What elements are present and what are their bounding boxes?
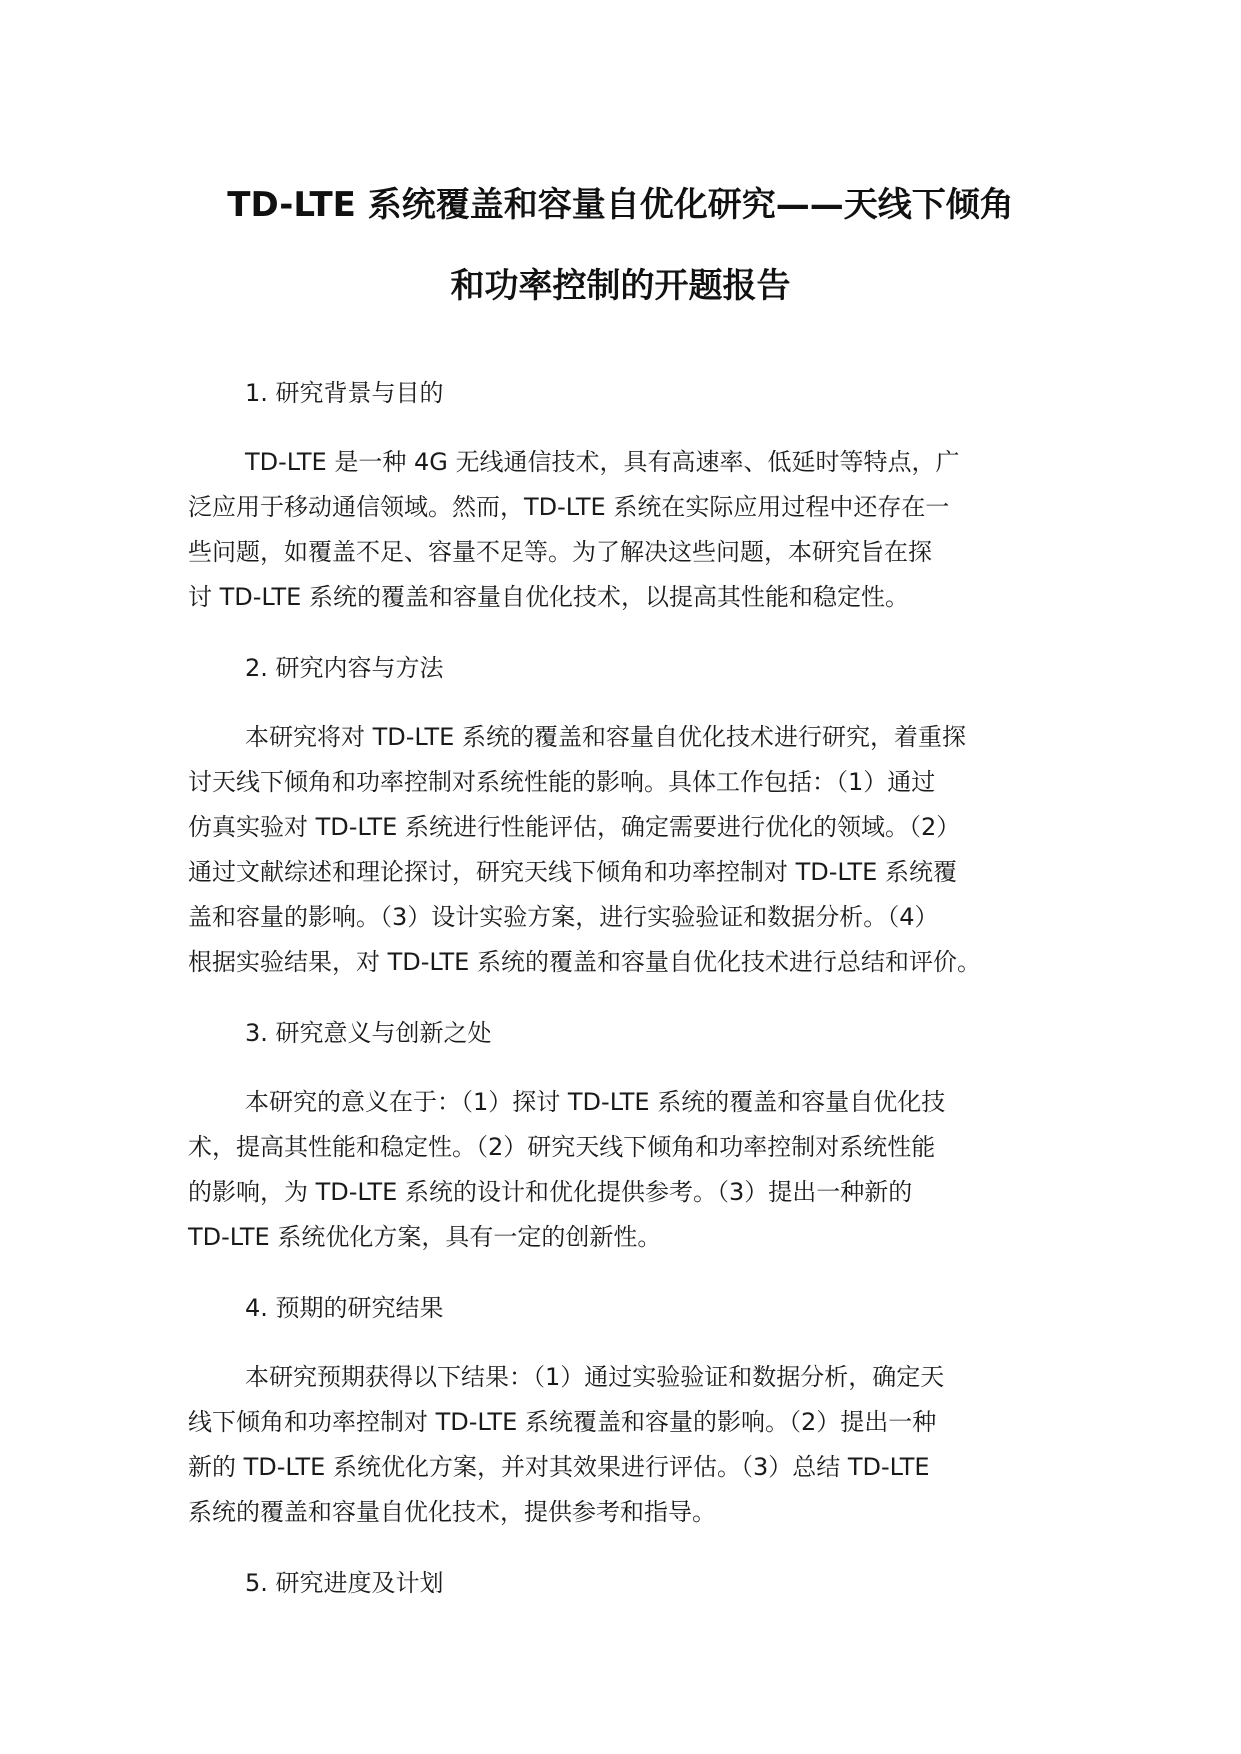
paragraph-line: 盖和容量的影响。（3）设计实验方案，进行实验验证和数据分析。（4） <box>188 903 939 931</box>
section-heading-expected-results: 4. 预期的研究结果 <box>245 1294 444 1322</box>
section-paragraph-background <box>188 440 1054 620</box>
section-heading-background: 1. 研究背景与目的 <box>245 379 444 407</box>
paragraph-line: 仿真实验对 TD-LTE 系统进行性能评估，确定需要进行优化的领域。（2） <box>188 813 961 841</box>
paragraph-line: 系统的覆盖和容量自优化技术，提供参考和指导。 <box>188 1498 716 1526</box>
paragraph-line: 讨天线下倾角和功率控制对系统性能的影响。具体工作包括：（1）通过 <box>188 768 936 796</box>
paragraph-line: 的影响，为 TD-LTE 系统的设计和优化提供参考。（3）提出一种新的 <box>188 1178 913 1206</box>
paragraph-line: 本研究将对 TD-LTE 系统的覆盖和容量自优化技术进行研究，着重探 <box>245 723 966 751</box>
paragraph-line: 通过文献综述和理论探讨，研究天线下倾角和功率控制对 TD-LTE 系统覆 <box>188 858 957 886</box>
paragraph-line: 本研究预期获得以下结果：（1）通过实验验证和数据分析，确定天 <box>245 1363 945 1391</box>
paragraph-line: TD-LTE 是一种 4G 无线通信技术，具有高速率、低延时等特点，广 <box>245 448 960 476</box>
document-title-line-1: TD-LTE 系统覆盖和容量自优化研究——天线下倾角 <box>227 185 1014 225</box>
section-paragraph-expected-results <box>188 1355 1054 1535</box>
paragraph-line: 新的 TD-LTE 系统优化方案，并对其效果进行评估。（3）总结 TD-LTE <box>188 1453 930 1481</box>
paragraph-line: 讨 TD-LTE 系统的覆盖和容量自优化技术，以提高其性能和稳定性。 <box>188 583 909 611</box>
paragraph-line: 术，提高其性能和稳定性。（2）研究天线下倾角和功率控制对系统性能 <box>188 1133 936 1161</box>
paragraph-line: 线下倾角和功率控制对 TD-LTE 系统覆盖和容量的影响。（2）提出一种 <box>188 1408 937 1436</box>
paragraph-line: 些问题，如覆盖不足、容量不足等。为了解决这些问题，本研究旨在探 <box>188 538 932 566</box>
paragraph-line: 泛应用于移动通信领域。然而，TD-LTE 系统在实际应用过程中还存在一 <box>188 493 950 521</box>
document-title-line-2: 和功率控制的开题报告 <box>450 266 791 306</box>
section-heading-schedule: 5. 研究进度及计划 <box>245 1569 444 1597</box>
section-paragraph-content-methods <box>188 715 1054 985</box>
section-heading-content-methods: 2. 研究内容与方法 <box>245 654 444 682</box>
paragraph-line: TD-LTE 系统优化方案，具有一定的创新性。 <box>188 1223 662 1251</box>
document-body <box>188 378 1054 1630</box>
section-paragraph-significance <box>188 1080 1054 1260</box>
section-heading-significance: 3. 研究意义与创新之处 <box>245 1019 492 1047</box>
paragraph-line: 本研究的意义在于：（1）探讨 TD-LTE 系统的覆盖和容量自优化技 <box>245 1088 946 1116</box>
paragraph-line: 根据实验结果，对 TD-LTE 系统的覆盖和容量自优化技术进行总结和评价。 <box>188 948 981 976</box>
